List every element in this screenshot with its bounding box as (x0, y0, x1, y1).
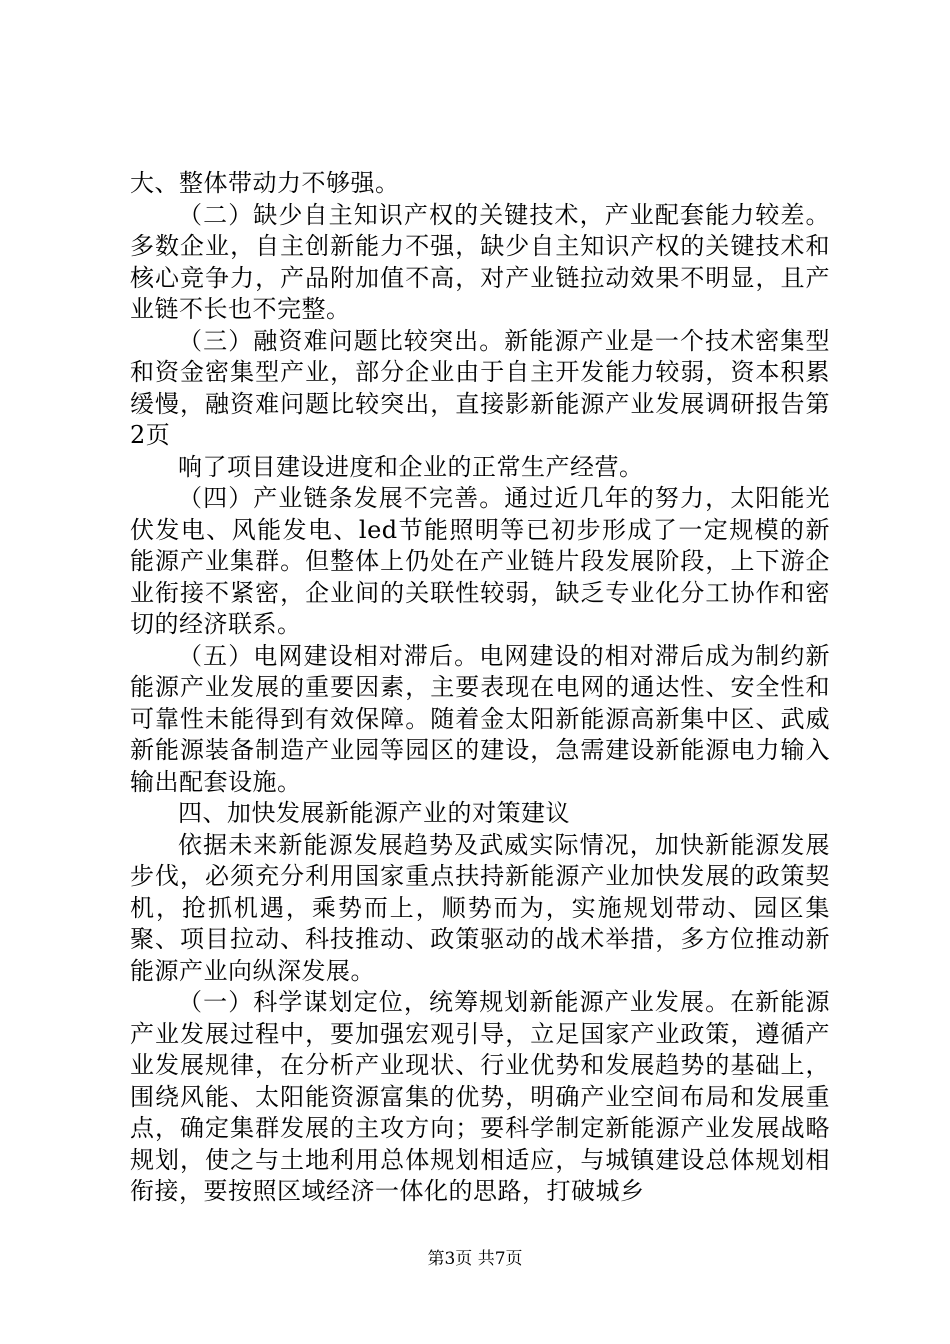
paragraph: （二）缺少自主知识产权的关键技术，产业配套能力较差。多数企业，自主创新能力不强，缺少自主知识产权的关键技术和核心竞争力，产品附加值不高，对产业链拉动效果不明显，且产业链不长也不完整。 (130, 200, 830, 323)
page-footer: 第3页 共7页 (427, 1249, 523, 1269)
paragraph: （一）科学谋划定位，统筹规划新能源产业发展。在新能源产业发展过程中，要加强宏观引导，立足国家产业政策，遵循产业发展规律，在分析产业现状、行业优势和发展趋势的基础上，围绕风能、太阳能资源富集的优势，明确产业空间布局和发展重点，确定集群发展的主攻方向；要科学制定新能源产业发展战略规划，使之与土地利用总体规划相适应，与城镇建设总体规划相衔接，要按照区域经济一体化的思路，打破城乡 (130, 988, 830, 1205)
paragraph: （四）产业链条发展不完善。通过近几年的努力，太阳能光伏发电、风能发电、led节能照明等已初步形成了一定规模的新能源产业集群。但整体上仍处在产业链片段发展阶段，上下游企业衔接不紧密，企业间的关联性较弱，缺乏专业化分工协作和密切的经济联系。 (130, 484, 830, 638)
paragraph: （三）融资难问题比较突出。新能源产业是一个技术密集型和资金密集型产业，部分企业由于自主开发能力较弱，资本积累缓慢，融资难问题比较突出，直接影新能源产业发展调研报告第2页 (130, 326, 830, 449)
document-body (130, 168, 830, 1208)
paragraph: 依据未来新能源发展趋势及武威实际情况，加快新能源发展步伐，必须充分利用国家重点扶持新能源产业加快发展的政策契机，抢抓机遇，乘势而上，顺势而为，实施规划带动、园区集聚、项目拉动、科技推动、政策驱动的战术举措，多方位推动新能源产业向纵深发展。 (130, 830, 830, 985)
paragraph: 响了项目建设进度和企业的正常生产经营。 (178, 452, 644, 481)
paragraph: 四、加快发展新能源产业的对策建议 (178, 799, 570, 827)
paragraph: 大、整体带动力不够强。 (130, 169, 400, 197)
paragraph: （五）电网建设相对滞后。电网建设的相对滞后成为制约新能源产业发展的重要因素，主要表现在电网的通达性、安全性和可靠性未能得到有效保障。随着金太阳新能源高新集中区、武威新能源装备制造产业园等园区的建设，急需建设新能源电力输入输出配套设施。 (130, 641, 830, 796)
